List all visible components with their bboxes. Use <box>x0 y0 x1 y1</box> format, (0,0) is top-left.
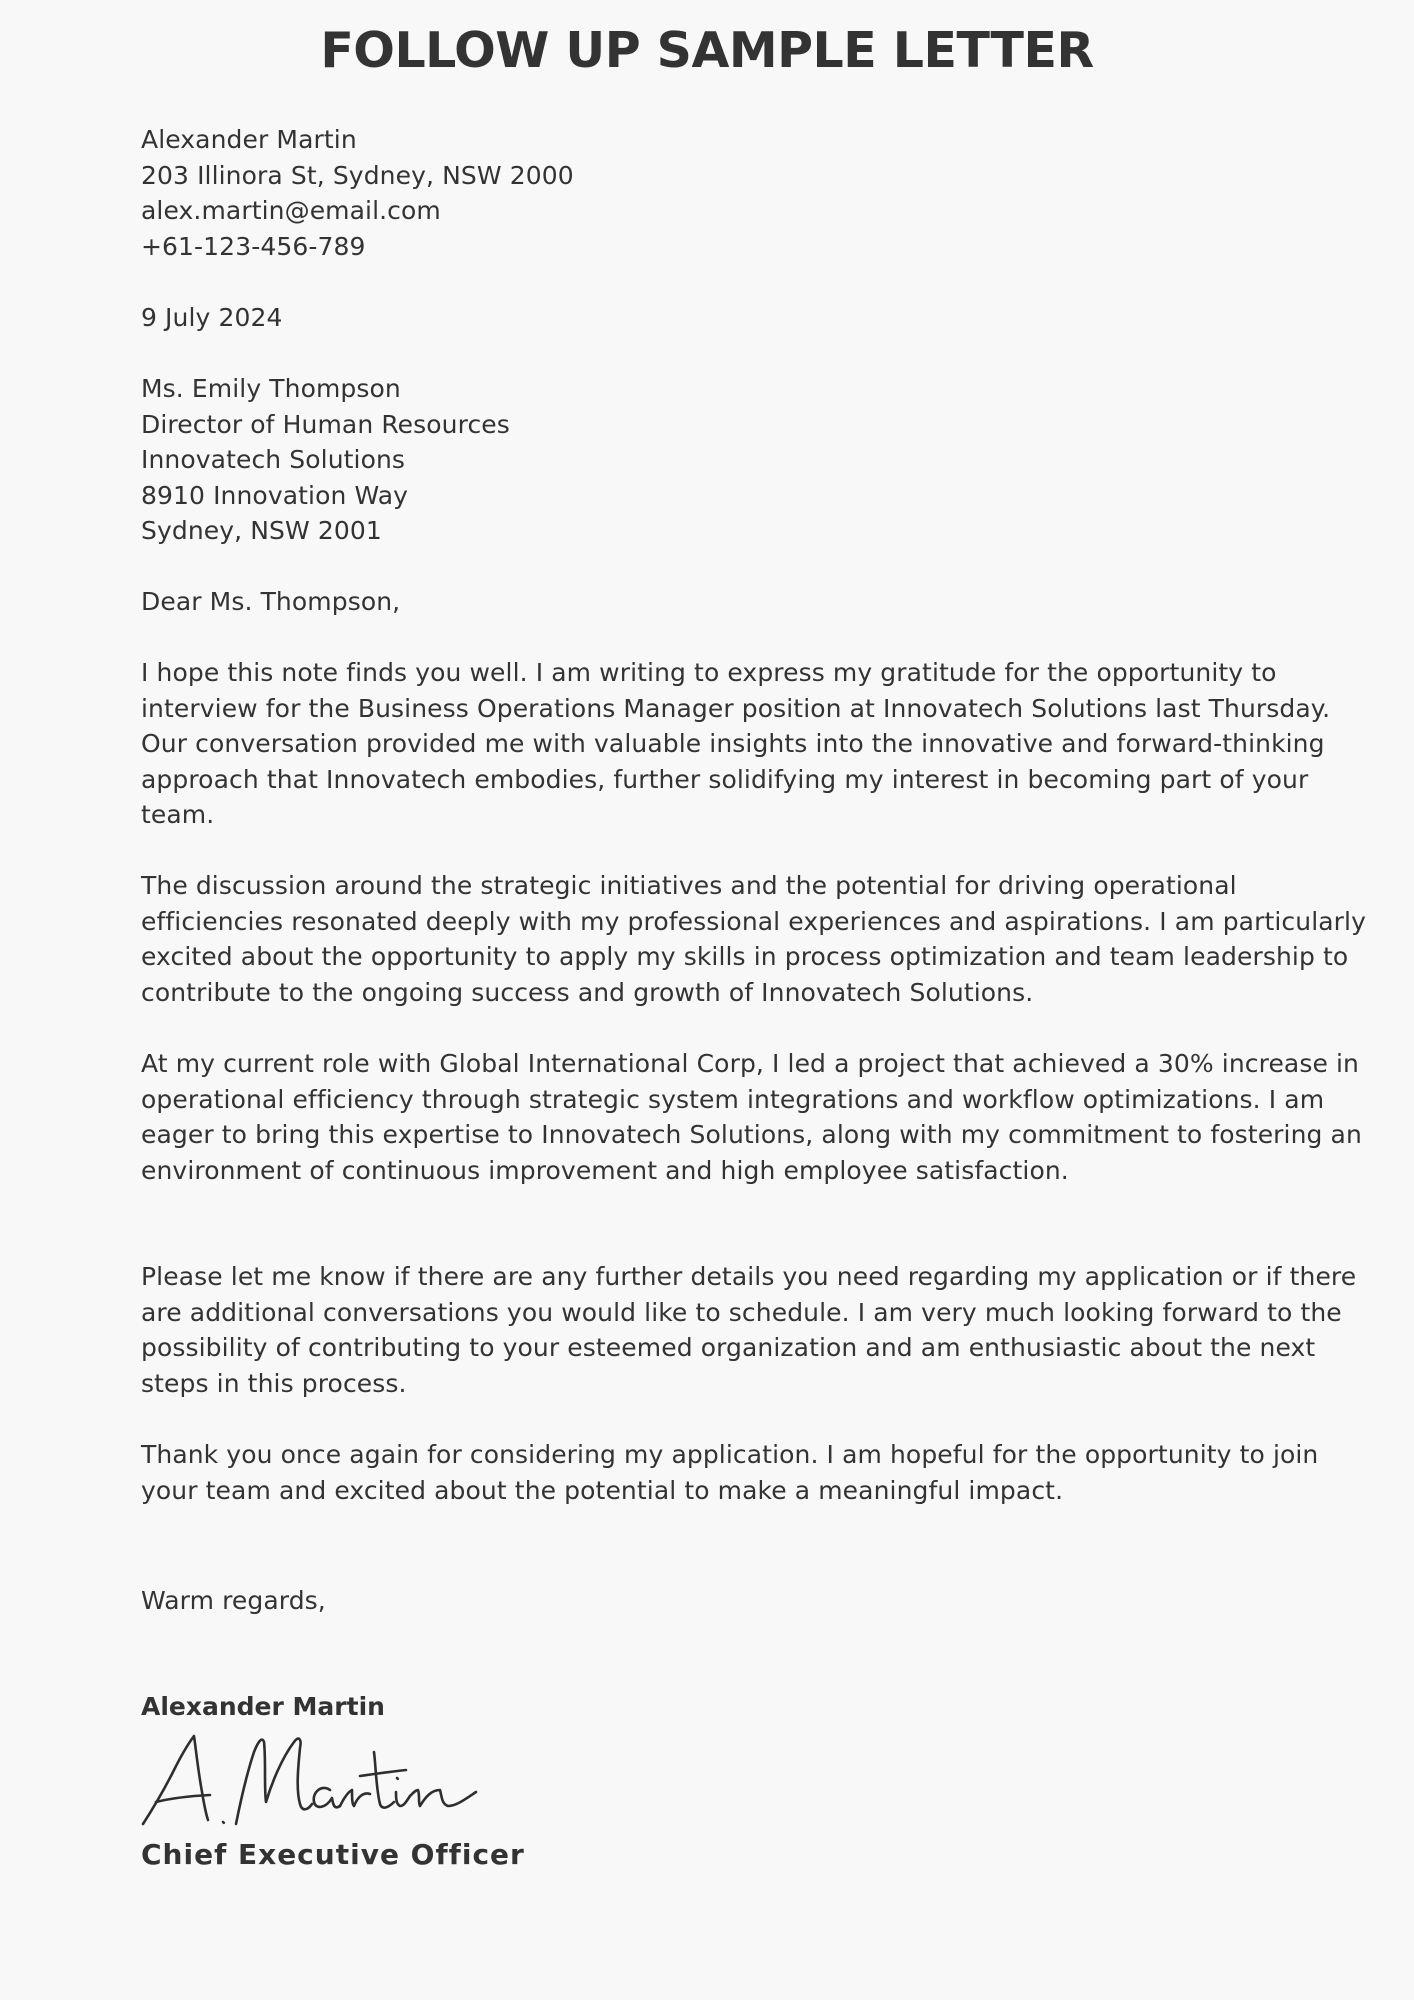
handwritten-signature <box>138 1692 483 1837</box>
sender-address: 203 Illinora St, Sydney, NSW 2000 <box>141 160 574 190</box>
sender-email: alex.martin@email.com <box>141 196 441 226</box>
sender-block <box>141 122 1371 264</box>
paragraph: I hope this note finds you well. I am writing to express my gratitude for the opportunity to interview for the Business Operations Manager position at Innovatech Solutions last Thursday. Our conversation provided me with valuable insights into the innovative and forward-thinking approach that Innovatech embodies, further solidifying my interest in becoming part of your team. <box>141 658 1331 830</box>
paragraph: At my current role with Global International Corp, I led a project that achieved a 30% increase in operational efficiency through strategic system integrations and workflow optimizations. I am eager to bring this expertise to Innovatech Solutions, along with my commitment to fostering an environment of continuous improvement and high employee satisfaction. <box>141 1049 1362 1185</box>
recipient-city: Sydney, NSW 2001 <box>141 516 382 546</box>
salutation: Dear Ms. Thompson, <box>141 587 401 616</box>
recipient-name: Ms. Emily Thompson <box>141 374 401 403</box>
page-title: FOLLOW UP SAMPLE LETTER <box>320 22 1094 79</box>
paragraph: The discussion around the strategic initiatives and the potential for driving operational efficiencies resonated deeply with my professional experiences and aspirations. I am particularly excited about the opportunity to apply my skills in process optimization and team leadership to contribute to the ongoing success and growth of Innovatech Solutions. <box>141 871 1366 1007</box>
paragraph: Thank you once again for considering my application. I am hopeful for the opportunity to join your team and excited about the potential to make a meaningful impact. <box>141 1440 1319 1505</box>
recipient-street: 8910 Innovation Way <box>141 480 409 510</box>
paragraph: Please let me know if there are any further details you need regarding my application or if there are additional conversations you would like to schedule. I am very much looking forward to the possibility of contributing to your esteemed organization and am enthusiastic about the next steps in this process. <box>141 1262 1357 1398</box>
recipient-title: Director of Human Resources <box>141 409 510 439</box>
sender-name: Alexander Martin <box>141 125 357 154</box>
signer-name: Alexander Martin <box>141 1692 385 1721</box>
letter-date: 9 July 2024 <box>141 303 283 332</box>
recipient-block <box>141 371 1371 549</box>
recipient-company: Innovatech Solutions <box>141 445 406 475</box>
signer-title: Chief Executive Officer <box>141 1838 525 1871</box>
sender-phone: +61-123-456-789 <box>141 231 366 261</box>
closing: Warm regards, <box>141 1586 326 1615</box>
